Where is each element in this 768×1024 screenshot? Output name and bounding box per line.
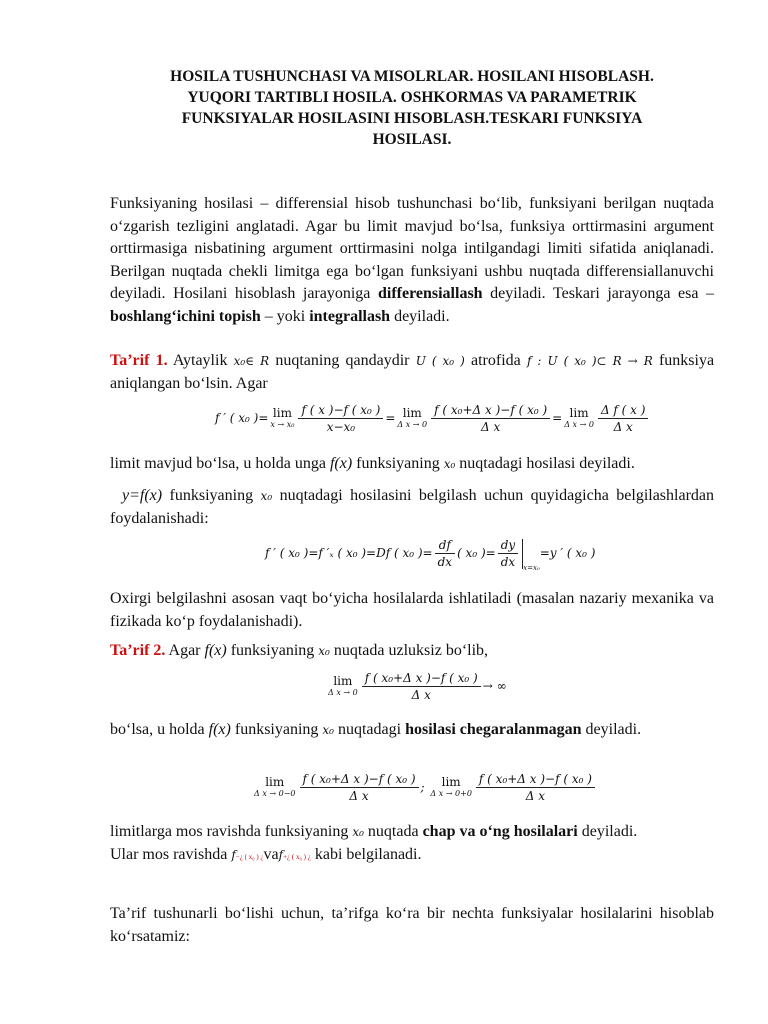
notation-formula: f ′ ( x₀ )=f ′ₓ ( x₀ )=Df ( x₀ )= $\frac{df}{dx}$ ( x₀ )= $\frac{dy}{dx}$ $_{x=x_0}$=y ′ ( x₀ ) [265, 538, 596, 572]
title-line: HOSILASI. [372, 131, 452, 148]
definition-label: Ta’rif 2. [110, 642, 166, 659]
definition-label: Ta’rif 1. [110, 352, 168, 369]
notation-paragraph: y=f(x) funksiyaning x₀ nuqtadagi hosilasini belgilash uchun quyidagicha belgilashlardan foydalanishadi: [110, 487, 715, 527]
title-line: FUNKSIYALAR HOSILASINI HISOBLASH.TESKARI FUNKSIYA [181, 110, 643, 127]
document-title [110, 66, 714, 150]
title-line: HOSILA TUSHUNCHASI VA MISOLRLAR. HOSILANI HISOBLASH. [170, 68, 654, 85]
title-line: YUQORI TARTIBLI HOSILA. OSHKORMAS VA PARAMETRIK [187, 89, 637, 106]
final-paragraph: Ta’rif tushunarli bo‘lishi uchun, ta’rifga ko‘ra bir nechta funksiyalar hosilalarini hisoblab ko‘rsatamiz: [110, 905, 714, 945]
derivative-definition-formula: f ′ ( x₀ )= lim x → x₀ $\frac{\text{f ( x )−f ( x₀ )}}{\text{x−x₀}}$ = lim Δ x → 0 $\frac{\text{f ( x₀+Δ x )−f ( x₀ )}}{\text{Δ x}}$ = lim Δ x → 0 $\frac{\text{Δ f ( x )}}{\text{Δ x}}$ [215, 403, 650, 434]
definition-2: Ta’rif 2. Agar f(x) funksiyaning x₀ nuqtada uzluksiz bo‘lib, [110, 642, 489, 659]
oxirgi-paragraph: Oxirgi belgilashni asosan vaqt bo‘yicha hosilalarda ishlatiladi (masalan nazariy mexanika va fizikada ko‘p foydalanishadi). [110, 590, 714, 630]
unbounded-derivative-formula: lim Δ x → 0 $\frac{\text{f ( x₀+Δ x )−f ( x₀ )}}{\text{Δ x}}$ → ∞ [328, 671, 507, 702]
unbounded-derivative-text: bo‘lsa, u holda f(x) funksiyaning x₀ nuqtadagi hosilasi chegaralanmagan deyiladi. [110, 721, 642, 738]
derivative-definition-text: limit mavjud bo‘lsa, u holda unga f(x) funksiyaning x₀ nuqtadagi hosilasi deyiladi. [110, 455, 635, 472]
one-sided-limits-formula: lim Δ x → 0−0 $\frac{\text{f ( x₀+Δ x )−f ( x₀ )}}{\text{Δ x}}$ ; lim Δ x → 0+0 $\frac{\text{f ( x₀+Δ x )−f ( x₀ )}}{\text{Δ x}}$ [252, 772, 597, 803]
one-sided-derivatives-text: limitlarga mos ravishda funksiyaning x₀ nuqtada chap va o‘ng hosilalari deyiladi. Ular mos ravishda f−¿ ( x₀ ) ¿vaf+¿ ( x₀ ) ¿ kabi belgilanadi. [110, 823, 638, 863]
intro-paragraph: Funksiyaning hosilasi – differensial hisob tushunchasi bo‘lib, funksiyani berilgan nuqtada o‘zgarish tezligini anglatadi. Agar bu limit mavjud bo‘lsa, funksiya orttirmasini argument orttirmasiga nisbatining argument orttirmasini nolga intilgandagi limiti sifatida aniqlanadi. Berilgan nuqtada chekli limitga ega bo‘lgan funksiyani ushbu nuqtada differensiallanuvchi deyiladi. Hosilani hisoblash jarayoniga differensiallash deyiladi. Teskari jarayonga esa – boshlang‘ichini topish – yoki integrallash deyiladi. [110, 195, 714, 325]
definition-1: Ta’rif 1. Aytaylik x₀∈ R nuqtaning qandaydir U ( x₀ ) atrofida f : U ( x₀ )⊂ R → R funksiya aniqlangan bo‘lsin. Agar [110, 352, 715, 392]
